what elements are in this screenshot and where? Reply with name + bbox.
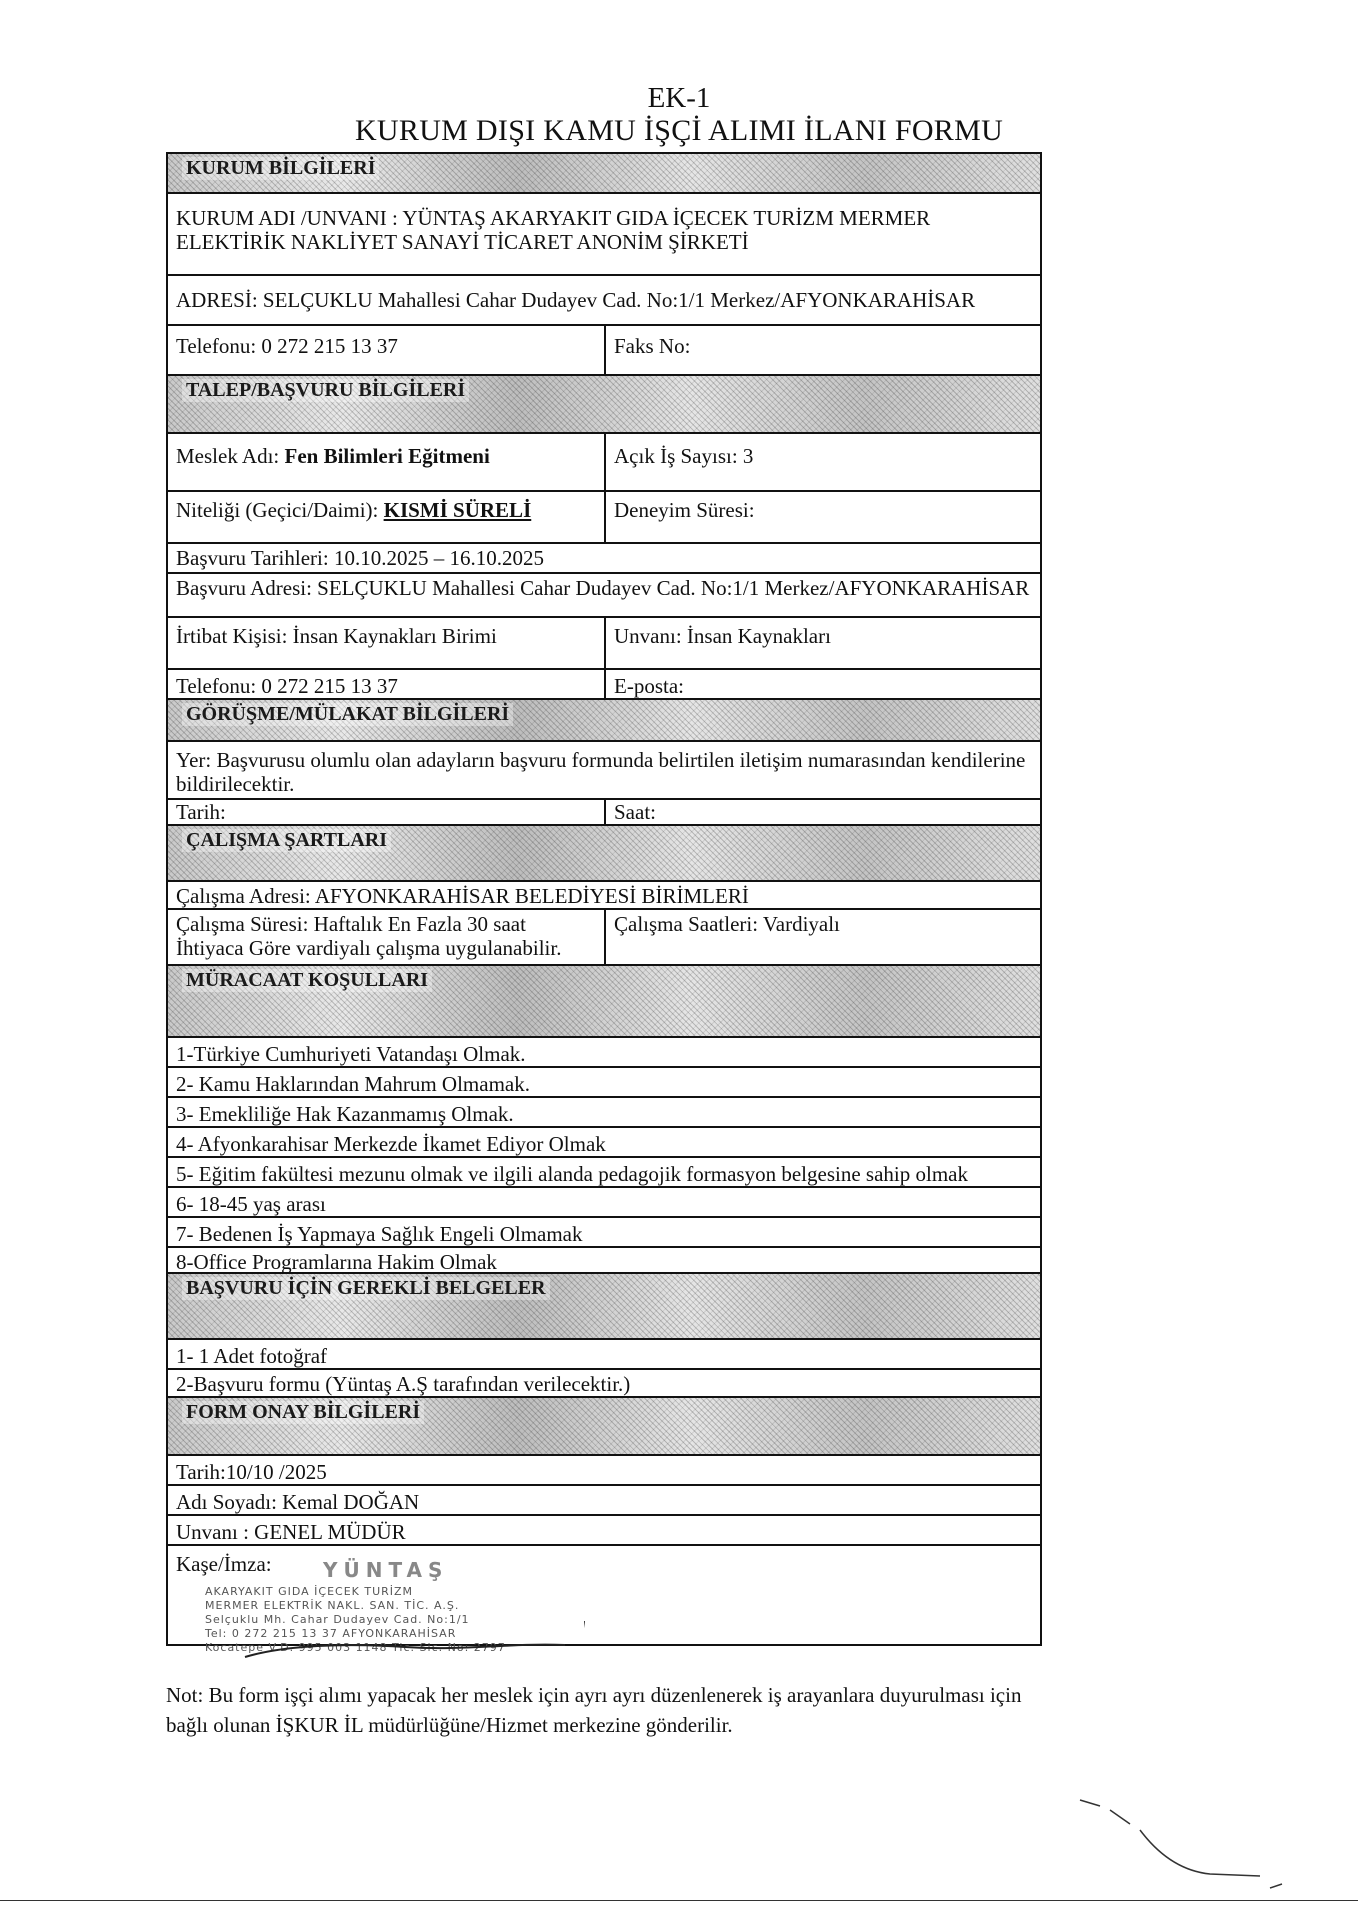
- qualification-row: [168, 492, 1040, 544]
- section-title: TALEP/BAŞVURU BİLGİLERİ: [182, 379, 469, 402]
- contact-title: Unvanı: İnsan Kaynakları: [604, 618, 1040, 668]
- requirement-item: [168, 1098, 1040, 1128]
- requirement-text: 3- Emekliliğe Hak Kazanmamış Olmak.: [176, 1102, 514, 1126]
- section-title: FORM ONAY BİLGİLERİ: [182, 1401, 424, 1424]
- approver-name: Adı Soyadı: Kemal DOĞAN: [176, 1490, 420, 1514]
- application-phone: Telefonu: 0 272 215 13 37: [176, 674, 398, 698]
- approver-title-row: [168, 1516, 1040, 1546]
- page-bottom-rule: [0, 1900, 1358, 1901]
- requirement-text: 1-Türkiye Cumhuriyeti Vatandaşı Olmak.: [176, 1042, 526, 1066]
- application-dates-row: [168, 544, 1040, 574]
- requirement-text: 7- Bedenen İş Yapmaya Sağlık Engeli Olmamak: [176, 1222, 583, 1246]
- requirement-text: 4- Afyonkarahisar Merkezde İkamet Ediyor Olmak: [176, 1132, 606, 1156]
- stamp-signature-label: Kaşe/İmza:: [176, 1552, 272, 1576]
- experience-duration: Deneyim Süresi:: [604, 492, 1040, 542]
- section-title: GÖRÜŞME/MÜLAKAT BİLGİLERİ: [182, 703, 513, 726]
- document-item: [168, 1370, 1040, 1398]
- interview-date: Tarih:: [176, 800, 226, 824]
- form-annex-label: EK-1: [647, 82, 711, 114]
- qualification-label: Niteliği (Geçici/Daimi):: [176, 498, 379, 522]
- application-email: E-posta:: [604, 670, 1040, 698]
- approver-name-row: [168, 1486, 1040, 1516]
- stamp-line: Kocatepe V.D. 995 003 1148 Tic. Sic. No: 2797: [205, 1641, 506, 1654]
- section-header-institution: [168, 154, 1040, 194]
- stamp-line: Tel: 0 272 215 13 37 AFYONKARAHİSAR: [205, 1627, 457, 1640]
- institution-address-row: [168, 276, 1040, 326]
- requirement-text: 5- Eğitim fakültesi mezunu olmak ve ilgili alanda pedagojik formasyon belgesine sahip olmak: [176, 1162, 968, 1186]
- document-text: 2-Başvuru formu (Yüntaş A.Ş tarafından verilecektir.): [176, 1372, 631, 1396]
- section-title: ÇALIŞMA ŞARTLARI: [182, 829, 391, 852]
- requirement-text: 8-Office Programlarına Hakim Olmak: [176, 1250, 497, 1274]
- interview-place-line2: bildirilecektir.: [176, 772, 295, 796]
- institution-name-line1: YÜNTAŞ AKARYAKIT GIDA İÇECEK TURİZM MERMER: [402, 206, 931, 230]
- stamp-line: Selçuklu Mh. Cahar Dudayev Cad. No:1/1: [205, 1613, 470, 1626]
- section-header-interview: [168, 700, 1040, 742]
- occupation-value: Fen Bilimleri Eğitmeni: [284, 444, 490, 468]
- interview-time: Saat:: [604, 800, 1040, 824]
- interview-date-row: [168, 800, 1040, 826]
- application-phone-row: [168, 670, 1040, 700]
- section-title: KURUM BİLGİLERİ: [182, 157, 379, 180]
- section-header-application: [168, 376, 1040, 434]
- section-title: MÜRACAAT KOŞULLARI: [182, 969, 432, 992]
- work-address-row: [168, 882, 1040, 910]
- qualification-value: KISMİ SÜRELİ: [383, 498, 532, 522]
- approver-title: Unvanı : GENEL MÜDÜR: [176, 1520, 406, 1544]
- work-hours: Çalışma Saatleri: Vardiyalı: [604, 910, 1040, 964]
- contact-person: İrtibat Kişisi: İnsan Kaynakları Birimi: [176, 624, 497, 648]
- requirement-item: [168, 1248, 1040, 1274]
- institution-fax: Faks No:: [604, 326, 1040, 374]
- requirement-item: [168, 1218, 1040, 1248]
- stamp-line: MERMER ELEKTRİK NAKL. SAN. TİC. A.Ş.: [205, 1599, 460, 1612]
- requirement-item: [168, 1068, 1040, 1098]
- application-address-row: [168, 574, 1040, 618]
- job-posting-form: [166, 152, 1042, 1646]
- section-header-work-conditions: [168, 826, 1040, 882]
- institution-name-label: KURUM ADI /UNVANI :: [176, 206, 398, 230]
- section-title: BAŞVURU İÇİN GEREKLİ BELGELER: [182, 1277, 550, 1300]
- requirement-item: [168, 1158, 1040, 1188]
- contact-person-row: [168, 618, 1040, 670]
- document-item: [168, 1340, 1040, 1370]
- stamp-line: YÜNTAŞ: [323, 1558, 449, 1582]
- form-title: KURUM DIŞI KAMU İŞÇİ ALIMI İLANI FORMU: [354, 114, 1004, 147]
- requirement-item: [168, 1188, 1040, 1218]
- application-dates: Başvuru Tarihleri: 10.10.2025 – 16.10.2025: [176, 546, 544, 570]
- occupation-label: Meslek Adı:: [176, 444, 280, 468]
- section-header-documents: [168, 1274, 1040, 1340]
- section-header-requirements: [168, 966, 1040, 1038]
- institution-name-line2: ELEKTİRİK NAKLİYET SANAYİ TİCARET ANONİM ŞİRKETİ: [176, 230, 749, 254]
- application-address: Başvuru Adresi: SELÇUKLU Mahallesi Cahar Dudayev Cad. No:1/1 Merkez/AFYONKARAHİSAR: [176, 576, 1030, 600]
- work-duration-row: [168, 910, 1040, 966]
- requirement-item: [168, 1128, 1040, 1158]
- footnote-line1: Not: Bu form işçi alımı yapacak her meslek için ayrı ayrı düzenlenerek iş arayanlara duyurulması için: [166, 1683, 1022, 1707]
- institution-address: ADRESİ: SELÇUKLU Mahallesi Cahar Dudayev Cad. No:1/1 Merkez/AFYONKARAHİSAR: [176, 288, 976, 312]
- requirement-item: [168, 1038, 1040, 1068]
- open-positions: Açık İş Sayısı: 3: [604, 434, 1040, 490]
- stamp-line: AKARYAKIT GIDA İÇECEK TURİZM: [205, 1585, 414, 1598]
- footnote-line2: bağlı olunan İŞKUR İL müdürlüğüne/Hizmet merkezine gönderilir.: [166, 1713, 733, 1737]
- work-duration-line2: İhtiyaca Göre vardiyalı çalışma uygulanabilir.: [176, 936, 562, 960]
- requirement-text: 2- Kamu Haklarından Mahrum Olmamak.: [176, 1072, 530, 1096]
- corner-signature-mark: [1070, 1770, 1330, 1900]
- institution-name-row: [168, 194, 1040, 276]
- work-address: Çalışma Adresi: AFYONKARAHİSAR BELEDİYESİ BİRİMLERİ: [176, 884, 749, 908]
- work-duration-line1: Çalışma Süresi: Haftalık En Fazla 30 saat: [176, 912, 526, 936]
- section-header-approval: [168, 1398, 1040, 1456]
- document-text: 1- 1 Adet fotoğraf: [176, 1344, 328, 1368]
- signature-scribble: [205, 1585, 585, 1680]
- occupation-row: [168, 434, 1040, 492]
- approval-date: Tarih:10/10 /2025: [176, 1460, 327, 1484]
- interview-place-line1: Yer: Başvurusu olumlu olan adayların başvuru formunda belirtilen iletişim numarasından kendilerine: [176, 748, 1026, 772]
- requirement-text: 6- 18-45 yaş arası: [176, 1192, 326, 1216]
- footnote: [166, 1680, 1216, 1740]
- institution-contact-row: [168, 326, 1040, 376]
- institution-phone: Telefonu: 0 272 215 13 37: [176, 334, 398, 358]
- interview-place-row: [168, 742, 1040, 800]
- approval-date-row: [168, 1456, 1040, 1486]
